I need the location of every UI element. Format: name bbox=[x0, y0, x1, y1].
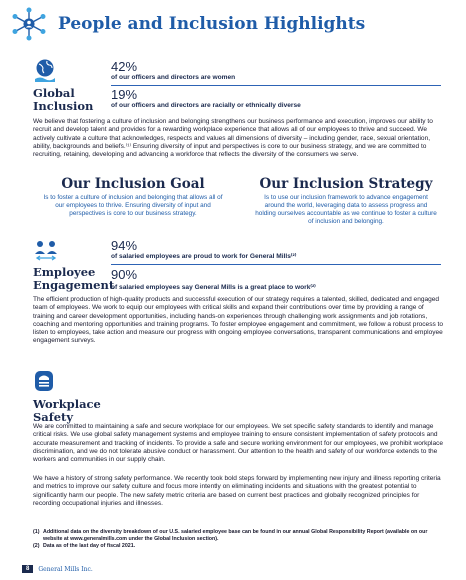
workplace-safety-title bbox=[33, 398, 101, 424]
page-header bbox=[8, 6, 458, 42]
page-number: 8 bbox=[22, 565, 33, 573]
stat-value: 90% bbox=[111, 267, 138, 282]
divider bbox=[111, 264, 441, 265]
inclusion-strategy-text: Is to use our inclusion framework to advance engagement around the world, leveraging data to assess progress and holding ourselves accountable as we continue to foster a culture of inclusion and belonging. bbox=[255, 194, 437, 225]
inclusion-strategy-title: Our Inclusion Strategy bbox=[259, 176, 433, 192]
employee-engagement-body: The efficient production of high-quality products and successful execution of our strategy requires a talented, skilled, dedicated and engaged team of employees. We work to equip our employees with critical skills and expand their contributions over time by providing a range of training and career development opportunities, including hands-on experiences through challenging work assignments and job rotations, coaching and mentoring opportunities and training programs. To foster employee engagement and commitment, we follow a robust process to listen to employees, take action and measure our progress with ongoing employee conversations, transparent communications and employee engagement surveys. bbox=[33, 296, 444, 345]
inclusion-goal bbox=[33, 176, 233, 218]
stat-block-diverse bbox=[111, 87, 441, 110]
global-inclusion-body: We believe that fostering a culture of inclusion and belonging strengthens our business performance and execution, improves our ability to recruit and develop talent and provides for a rewarding workplace experience that allows all of our employees to thrive and succeed. We actively cultivate a culture that acknowledges, respects and values all dimensions of diversity – including gender, race, sexual orientation, ability, backgrounds and beliefs.⁽¹⁾ Ensuring diversity of input and perspectives is core to our business strategy, and we are committed to recruiting, retaining, developing and advancing a workforce that reflects the diversity of the consumers we serve. bbox=[33, 118, 433, 159]
inclusion-strategy bbox=[246, 176, 446, 226]
stat-label: of salaried employees are proud to work for General Mills⁽²⁾ bbox=[111, 253, 297, 260]
stat-block-great-place bbox=[111, 266, 441, 292]
global-inclusion-title-line1: Global bbox=[33, 86, 75, 100]
page-footer bbox=[22, 565, 93, 573]
inclusion-goal-text: Is to foster a culture of inclusion and belonging that allows all of our employees to thrive. Ensuring diversity of input and perspectives is core to our business strategy. bbox=[43, 194, 223, 217]
employee-engagement-title bbox=[33, 266, 114, 292]
page-title: People and Inclusion Highlights bbox=[58, 14, 366, 34]
stat-value: 94% bbox=[111, 238, 138, 253]
stat-block-proud bbox=[111, 238, 441, 265]
footnote-text: Data as of the last day of fiscal 2021. bbox=[43, 543, 136, 550]
inclusion-goal-title: Our Inclusion Goal bbox=[61, 176, 205, 192]
company-name: General Mills Inc. bbox=[38, 565, 93, 573]
workplace-safety-body-1: We are committed to maintaining a safe and secure workplace for our employees. We set specific safety standards to identify and manage critical risks. We use global safety management systems and employee training to ensure consistent implementation of safety protocols and accurate measurement and tracking of incidents. To provide a safe and secure working environment for our employees, we prohibit workplace discrimination, and we do not tolerate abusive conduct or harassment. Our attention to the health and safety of our workforce extends to the workers and communities in our supply chain. bbox=[33, 423, 444, 464]
safety-badge-icon bbox=[33, 369, 55, 393]
network-people-icon bbox=[8, 6, 50, 42]
divider bbox=[111, 85, 441, 86]
stat-block-women bbox=[111, 59, 441, 86]
globe-hand-icon bbox=[33, 58, 57, 84]
footnote-text: Additional data on the diversity breakdown of our U.S. salaried employee base can be found in our annual Global Responsibility Report (available on our website at www.generalmills.com under the Global Inclusion section). bbox=[43, 529, 428, 542]
stat-value: 42% bbox=[111, 59, 138, 74]
stat-value: 19% bbox=[111, 87, 138, 102]
global-inclusion-title-line2: Inclusion bbox=[33, 99, 94, 113]
footnote-2 bbox=[33, 543, 438, 550]
workplace-safety-title-line1: Workplace bbox=[33, 397, 101, 411]
footnote-mark: (1) bbox=[33, 529, 40, 535]
stat-label: of our officers and directors are racially or ethnically diverse bbox=[111, 102, 301, 109]
people-arrows-icon bbox=[33, 238, 59, 262]
stat-label: of salaried employees say General Mills is a great place to work⁽²⁾ bbox=[111, 284, 316, 291]
workplace-safety-title-line2: Safety bbox=[33, 410, 74, 424]
global-inclusion-title bbox=[33, 87, 93, 113]
workplace-safety-body-2: We have a history of strong safety performance. We recently took bold steps forward by implementing new injury and illness reporting criteria and metrics to improve our safety culture and focus more intently on eliminating incidents and situations with the greatest potential to significantly harm our people. The new safety metric criteria are based on current best practices and globally recognized principles for recording occupational injuries and illnesses. bbox=[33, 475, 441, 507]
stat-label: of our officers and directors are women bbox=[111, 74, 236, 81]
employee-engagement-title-line1: Employee bbox=[33, 265, 96, 279]
footnotes bbox=[33, 529, 438, 550]
footnote-mark: (2) bbox=[33, 543, 40, 550]
employee-engagement-title-line2: Engagement bbox=[33, 278, 115, 292]
footnote-1 bbox=[33, 529, 438, 542]
